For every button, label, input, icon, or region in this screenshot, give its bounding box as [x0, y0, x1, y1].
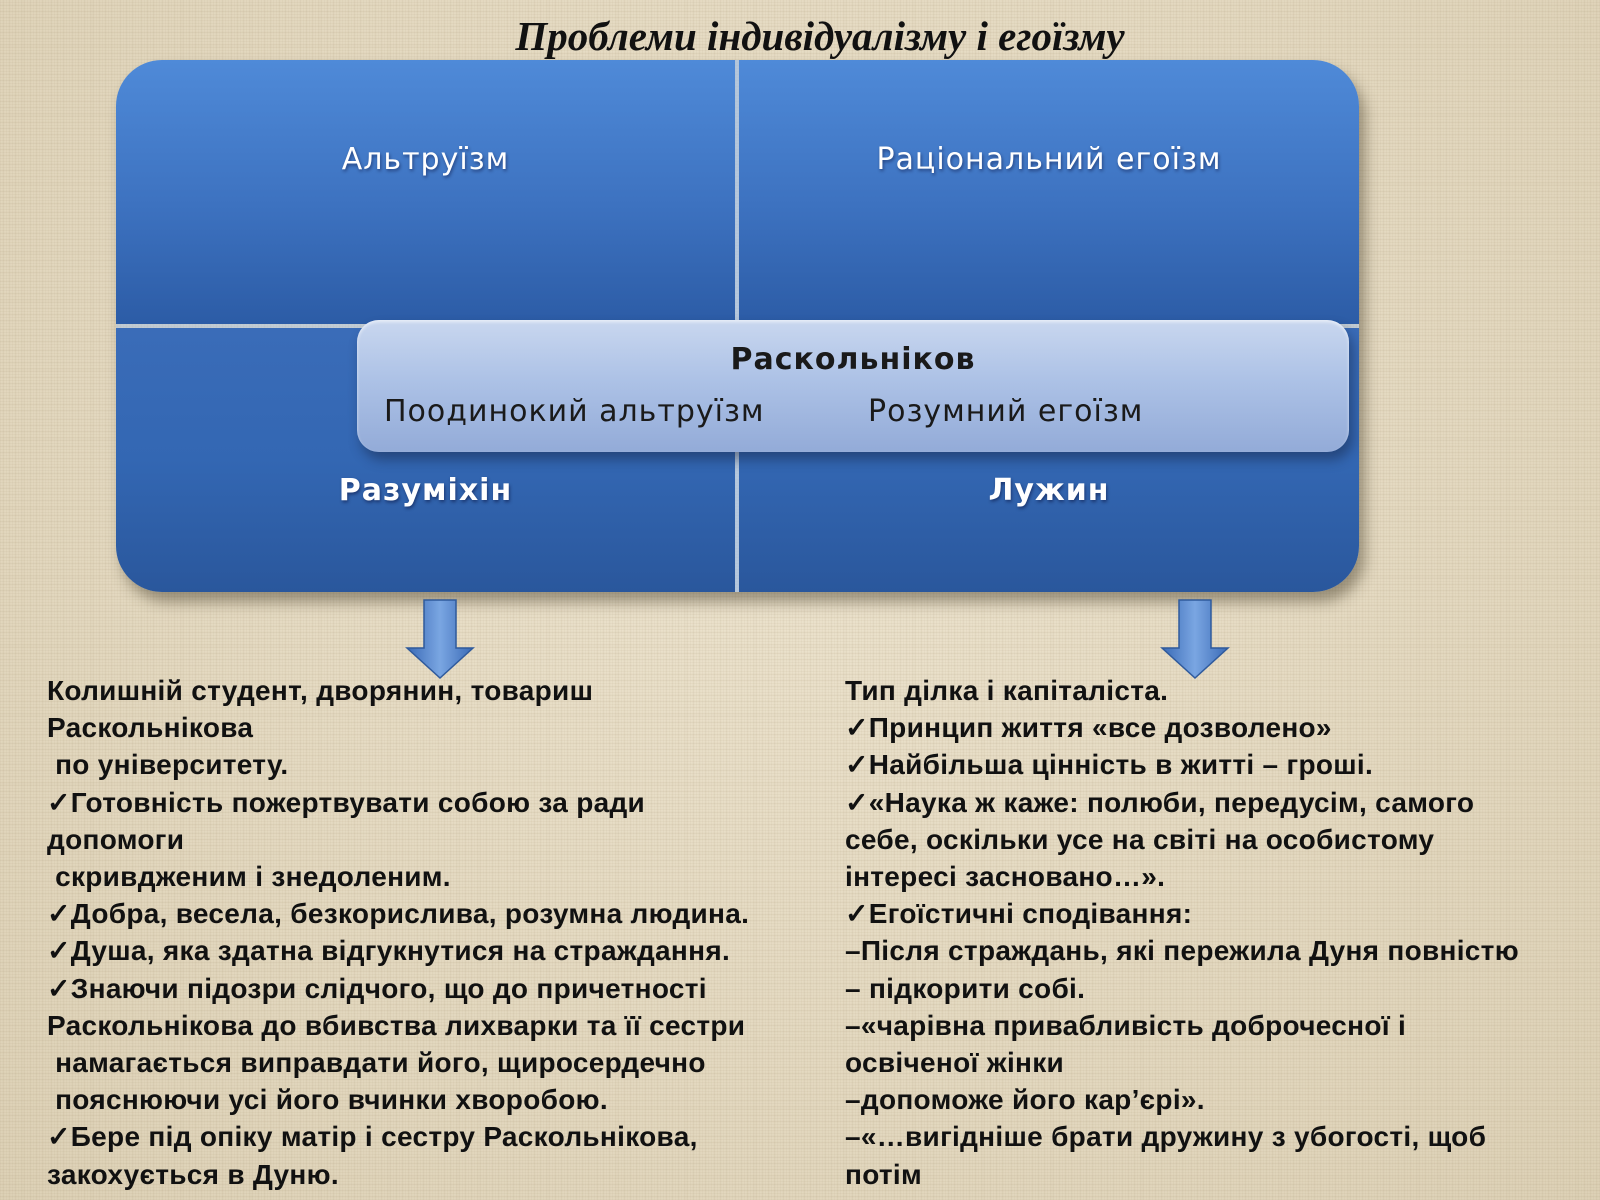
text-line: Тип ділка і капіталіста. — [845, 675, 1169, 706]
matrix-diagram — [116, 60, 1359, 592]
text-line: скривдженим і знедоленим. — [47, 861, 451, 893]
text-line: освіченої жінки — [845, 1047, 1065, 1079]
text-line: пояснюючи усі його вчинки хворобою. — [47, 1084, 608, 1116]
text-line: Раскольнікова — [47, 712, 254, 744]
quadrant-label-top-left: Альтруїзм — [341, 141, 510, 177]
center-box-raskolnikov — [357, 320, 1349, 452]
text-line: по університету. — [47, 749, 289, 781]
text-line: –допоможе його кар’єрі». — [845, 1084, 1205, 1116]
page-title: Проблеми індивідуалізму і егоїзму — [515, 13, 1125, 59]
text-line: ✓Душа, яка здатна відгукнутися на страждання. — [47, 935, 731, 967]
center-right-text: Розумний егоїзм — [868, 394, 1144, 429]
center-title: Раскольніков — [730, 342, 976, 377]
text-line: –Після страждань, які пережила Дуня повністю — [845, 935, 1519, 967]
text-line: потім — [845, 1158, 923, 1190]
text-line: ✓Знаючи підозри слідчого, що до причетності — [47, 972, 707, 1004]
text-line: – підкорити собі. — [845, 972, 1086, 1004]
down-arrow-icon — [1160, 598, 1230, 680]
quadrant-label-bottom-left: Разуміхін — [338, 472, 513, 508]
quadrant-altruism — [116, 60, 735, 324]
quadrant-label-bottom-right: Лужин — [988, 472, 1110, 508]
down-arrow-icon — [405, 598, 475, 680]
text-line: ✓«Наука ж каже: полюби, передусім, самого — [845, 786, 1475, 818]
text-line: себе, оскільки усе на світі на особистому — [845, 823, 1435, 855]
text-line: інтересі засновано…». — [845, 861, 1166, 893]
text-line: закохується в Дуню. — [47, 1158, 339, 1190]
razumikhin-description — [47, 672, 817, 1193]
text-line: ✓Егоїстичні сподівання: — [845, 898, 1193, 930]
text-line: Раскольнікова до вбивства лихварки та її сестри — [47, 1009, 746, 1041]
luzhin-description — [845, 672, 1585, 1193]
text-line: ✓Найбільша цінність в житті – гроші. — [845, 749, 1374, 781]
center-left-text: Поодинокий альтруїзм — [384, 394, 765, 429]
text-line: –«чарівна привабливість доброчесної і — [845, 1009, 1407, 1041]
quadrant-label-top-right: Раціональний егоїзм — [876, 141, 1222, 177]
text-line: допомоги — [47, 823, 185, 855]
text-line: ✓Бере під опіку матір і сестру Раскольнікова, — [47, 1121, 698, 1153]
text-line: ✓Принцип життя «все дозволено» — [845, 712, 1332, 744]
text-line: Колишній студент, дворянин, товариш — [47, 675, 594, 706]
text-line: –«…вигідніше брати дружину з убогості, щоб — [845, 1121, 1487, 1153]
quadrant-rational-egoism — [739, 60, 1359, 324]
text-line: намагається виправдати його, щиросердечно — [47, 1047, 706, 1079]
text-line: ✓Добра, весела, безкорислива, розумна людина. — [47, 898, 750, 930]
text-line: ✓Готовність пожертвувати собою за ради — [47, 786, 646, 818]
